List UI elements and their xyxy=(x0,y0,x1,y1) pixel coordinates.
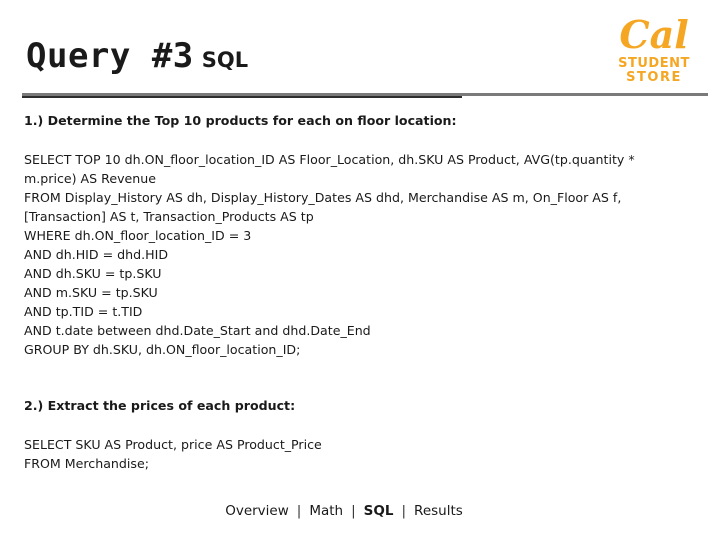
nav-sql-link[interactable]: SQL xyxy=(363,503,394,519)
sql-line: FROM Merchandise; xyxy=(24,456,149,471)
sql-line: AND t.date between dhd.Date_Start and dhd.Date_End xyxy=(24,323,371,338)
logo-cal-text: Cal xyxy=(619,12,689,57)
sql-line: AND tp.TID = t.TID xyxy=(24,304,143,319)
footer-nav xyxy=(0,503,688,519)
nav-results-link[interactable]: Results xyxy=(414,503,463,519)
logo-graphic xyxy=(604,12,700,84)
sql-line: AND m.SKU = tp.SKU xyxy=(24,285,158,300)
nav-separator: | xyxy=(401,503,407,519)
nav-separator: | xyxy=(296,503,302,519)
spacer xyxy=(24,359,704,396)
logo-student-text: STUDENT xyxy=(618,56,690,71)
sql-line: AND dh.HID = dhd.HID xyxy=(24,247,169,262)
cal-student-store-logo xyxy=(604,12,700,84)
section1-heading: 1.) Determine the Top 10 products for each on floor location: xyxy=(24,113,457,128)
header-divider-accent xyxy=(22,96,462,98)
sql-line: WHERE dh.ON_floor_location_ID = 3 xyxy=(24,228,252,243)
nav-separator: | xyxy=(351,503,356,519)
sql-line: SELECT SKU AS Product, price AS Product_Price xyxy=(24,437,322,452)
page-title xyxy=(26,36,248,76)
query-subtitle: SQL xyxy=(201,48,249,72)
sql-line: FROM Display_History AS dh, Display_History_Dates AS dhd, Merchandise AS m, On_Floor AS f, [Transaction] AS t, Transaction_Products AS tp xyxy=(24,190,622,224)
slide-content xyxy=(24,111,704,473)
section2-heading: 2.) Extract the prices of each product: xyxy=(24,398,296,413)
query-title: Query #3 xyxy=(26,36,194,76)
nav-math-link[interactable]: Math xyxy=(309,503,344,519)
sql-line: GROUP BY dh.SKU, dh.ON_floor_location_ID; xyxy=(24,342,301,357)
sql-line: SELECT TOP 10 dh.ON_floor_location_ID AS Floor_Location, dh.SKU AS Product, AVG(tp.quantity * m.price) AS Revenue xyxy=(24,152,635,186)
nav-overview-link[interactable]: Overview xyxy=(225,503,289,519)
sql-line: AND dh.SKU = tp.SKU xyxy=(24,266,162,281)
logo-store-text: STORE xyxy=(626,70,682,84)
